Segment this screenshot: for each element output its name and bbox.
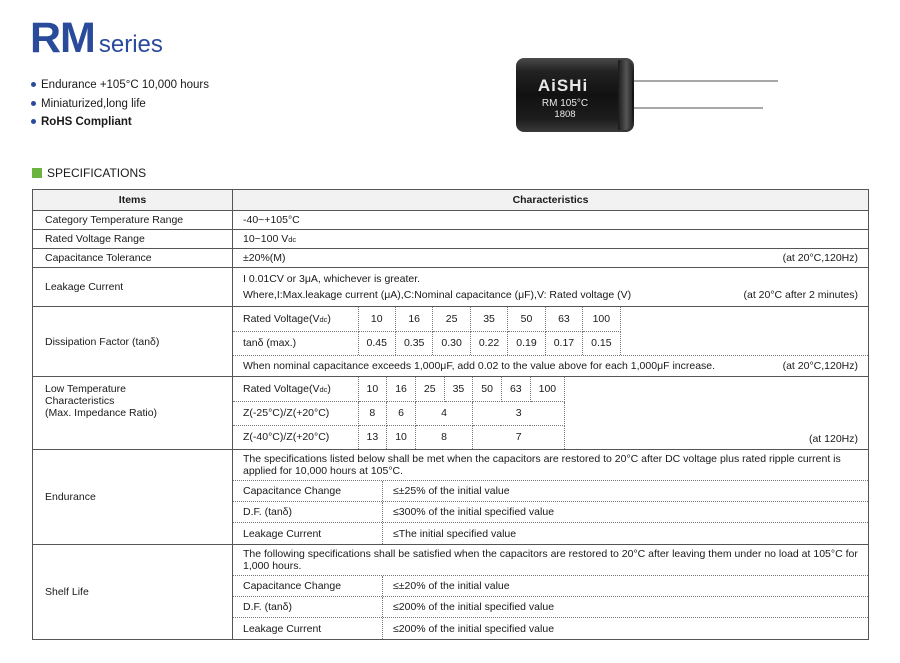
bullet-icon	[31, 82, 36, 87]
column-header-items: Items	[33, 190, 233, 211]
criterion-label: D.F. (tanδ)	[233, 502, 383, 522]
voltage-cell: 35	[444, 377, 473, 401]
row-label: Z(-40°C)/Z(+20°C)	[233, 425, 358, 449]
impedance-cell: 13	[358, 425, 387, 449]
feature-item	[31, 113, 209, 132]
voltage-cell: 10	[358, 377, 387, 401]
voltage-cell: 50	[473, 377, 502, 401]
feature-item	[31, 95, 209, 114]
criterion-label: Capacitance Change	[233, 576, 383, 596]
feature-item	[31, 76, 209, 95]
column-header-characteristics: Characteristics	[233, 190, 869, 211]
item-value	[233, 230, 869, 249]
table-row	[33, 211, 869, 230]
section-heading-text: SPECIFICATIONS	[47, 166, 147, 180]
value-text: ±20%(M)	[243, 252, 286, 264]
row-label: Rated Voltage(Vdc)	[233, 307, 358, 331]
item-value: -40~+105°C	[233, 211, 869, 230]
tan-cell: 0.30	[433, 331, 470, 355]
value-text: 10~100 V	[243, 233, 289, 245]
voltage-cell: 16	[387, 377, 416, 401]
condition-note: (at 20°C after 2 minutes)	[743, 289, 858, 301]
table-row	[33, 450, 869, 545]
item-value	[233, 307, 869, 377]
series-code: RM	[30, 14, 95, 62]
formula-line: I 0.01CV or 3μA, whichever is greater.	[243, 273, 421, 285]
condition-note: (at 20°C,120Hz)	[782, 252, 858, 264]
table-row	[33, 545, 869, 640]
voltage-cell: 35	[470, 307, 507, 331]
shelf-row	[233, 576, 868, 597]
bullet-icon	[31, 119, 36, 124]
feature-text: Miniaturized,long life	[41, 97, 146, 110]
voltage-cell: 63	[501, 377, 530, 401]
voltage-cell: 100	[530, 377, 565, 401]
capacitor-lead	[628, 80, 778, 82]
item-value	[233, 545, 869, 640]
item-value	[233, 450, 869, 545]
condition-note: (at 20°C,120Hz)	[782, 360, 858, 372]
endurance-row	[233, 481, 868, 502]
criterion-value: ≤The initial specified value	[393, 527, 517, 540]
capacitor-sleeve-stripe	[618, 60, 632, 130]
row-label: Rated Voltage(Vdc)	[233, 377, 358, 401]
voltage-row	[233, 307, 620, 331]
impedance-row	[233, 425, 565, 449]
table-row	[33, 377, 869, 450]
impedance-row	[233, 401, 565, 425]
capacitor-image	[510, 58, 780, 133]
table-row	[33, 307, 869, 377]
dissipation-subtable	[233, 307, 621, 355]
criterion-value: ≤±25% of the initial value	[393, 485, 510, 497]
capacitor-marking: RM 105°C	[541, 98, 589, 109]
impedance-cell: 4	[415, 401, 472, 425]
tan-cell: 0.19	[508, 331, 545, 355]
tan-cell: 0.17	[545, 331, 582, 355]
section-heading	[32, 166, 146, 180]
feature-text: RoHS Compliant	[41, 116, 132, 128]
feature-list	[31, 76, 209, 132]
label-line: Characteristics	[45, 395, 115, 407]
criterion-label: Leakage Current	[233, 523, 383, 544]
footnote-text: When nominal capacitance exceeds 1,000μF, add 0.02 to the value above for each 1,000μF increase.	[243, 360, 716, 372]
item-value	[233, 377, 869, 450]
impedance-cell: 8	[415, 425, 472, 449]
item-label: Dissipation Factor (tanδ)	[33, 307, 233, 377]
criterion-value: ≤200% of the initial specified value	[393, 622, 555, 635]
voltage-cell: 50	[508, 307, 545, 331]
footnote-row	[233, 355, 868, 376]
tan-row	[233, 331, 620, 355]
label-line: (Max. Impedance Ratio)	[45, 407, 158, 419]
row-label: Z(-25°C)/Z(+20°C)	[233, 401, 358, 425]
shelf-row	[233, 597, 868, 618]
capacitor-brand: AiSHi	[537, 76, 589, 95]
impedance-subtable	[233, 377, 565, 449]
green-square-icon	[32, 168, 42, 178]
condition-note: (at 120Hz)	[808, 433, 858, 445]
item-label: Shelf Life	[33, 545, 233, 640]
feature-text: Endurance +105°C 10,000 hours	[41, 79, 209, 91]
row-label: tanδ (max.)	[233, 331, 358, 355]
tan-cell: 0.22	[470, 331, 507, 355]
specifications-table	[32, 189, 869, 640]
item-value	[233, 249, 869, 268]
endurance-row	[233, 523, 868, 544]
impedance-cell: 6	[387, 401, 416, 425]
criterion-value: ≤200% of the initial specified value	[393, 601, 555, 613]
table-row	[33, 230, 869, 249]
impedance-cell: 10	[387, 425, 416, 449]
series-word: series	[98, 31, 163, 58]
endurance-row	[233, 502, 868, 523]
criterion-label: Capacitance Change	[233, 481, 383, 501]
voltage-cell: 100	[583, 307, 620, 331]
table-row	[33, 268, 869, 307]
criterion-label: D.F. (tanδ)	[233, 597, 383, 617]
item-label: Endurance	[33, 450, 233, 545]
voltage-row	[233, 377, 565, 401]
impedance-cell: 7	[473, 425, 565, 449]
criterion-value: ≤±20% of the initial value	[393, 580, 510, 592]
criterion-value: ≤300% of the initial specified value	[393, 506, 555, 518]
voltage-cell: 10	[358, 307, 395, 331]
page-title	[30, 14, 163, 63]
item-label: Category Temperature Range	[33, 211, 233, 230]
item-label: Leakage Current	[33, 268, 233, 307]
capacitor-date-code: 1808	[554, 109, 576, 120]
tan-cell: 0.35	[395, 331, 432, 355]
voltage-cell: 25	[433, 307, 470, 331]
voltage-cell: 25	[415, 377, 444, 401]
criterion-label: Leakage Current	[233, 618, 383, 639]
impedance-cell: 3	[473, 401, 565, 425]
tan-cell: 0.15	[583, 331, 620, 355]
tan-cell: 0.45	[358, 331, 395, 355]
item-label	[33, 377, 233, 450]
table-row	[33, 249, 869, 268]
unit-subscript: dc	[288, 235, 297, 244]
item-label: Capacitance Tolerance	[33, 249, 233, 268]
impedance-cell: 8	[358, 401, 387, 425]
item-value	[233, 268, 869, 307]
bullet-icon	[31, 101, 36, 106]
formula-definition: Where,I:Max.leakage current (μA),C:Nominal capacitance (μF),V: Rated voltage (V)	[243, 289, 632, 301]
endurance-intro: The specifications listed below shall be met when the capacitors are restored to 20°C after DC voltage plus rated ripple current is applied for 10,000 hours at 105°C.	[233, 450, 868, 481]
shelf-intro: The following specifications shall be satisfied when the capacitors are restored to 20°C after leaving them under no load at 105°C for 1,000 hours.	[233, 545, 868, 576]
voltage-cell: 16	[395, 307, 432, 331]
item-label: Rated Voltage Range	[33, 230, 233, 249]
capacitor-lead	[628, 107, 763, 109]
shelf-row	[233, 618, 868, 639]
voltage-cell: 63	[545, 307, 582, 331]
label-line: Low Temperature	[45, 383, 126, 395]
